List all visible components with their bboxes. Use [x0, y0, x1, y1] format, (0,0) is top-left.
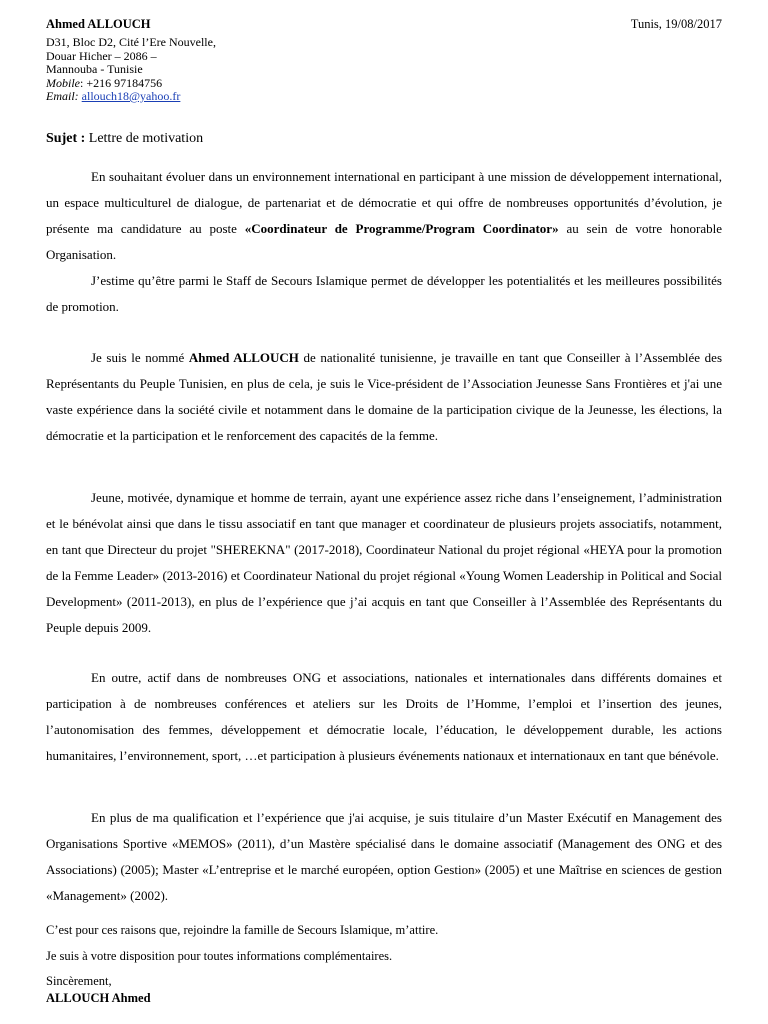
paragraph-text: En outre, actif dans de nombreuses ONG et associations, nationales et internationales dans différents domaines et participation à de nombreuses conférences et ateliers sur les Droits de l’Homme, l’emploi et l’insertion des jeunes, l’autonomisation des femmes, développement et démocratie locale, l’éducation, le développement durable, les actions humanitaires, l’environnement, sport, …et participation à plusieurs événements nationaux et internationaux en tant que bénévole. [46, 670, 722, 763]
paragraph-text: J’estime qu’être parmi le Staff de Secours Islamique permet de développer les potentialités et les meilleures possibilités de promotion. [46, 273, 722, 314]
paragraph-1 [46, 164, 722, 268]
subject-label: Sujet : [46, 131, 86, 146]
closing-line: Je suis à votre disposition pour toutes informations complémentaires. [46, 949, 393, 963]
mobile-label: Mobile [46, 75, 80, 90]
paragraph-4 [46, 485, 722, 641]
mobile-line [46, 77, 722, 91]
paragraph-bold: «Coordinateur de Programme/Program Coordinator» [244, 221, 559, 236]
letter-header [46, 17, 722, 104]
address-line: D31, Bloc D2, Cité l’Ere Nouvelle, [46, 35, 216, 49]
address-line: Mannouba - Tunisie [46, 62, 143, 76]
mobile-value: : +216 97184756 [80, 75, 163, 90]
subject-value: Lettre de motivation [88, 131, 204, 146]
paragraph-6 [46, 805, 722, 909]
closing-line: C’est pour ces raisons que, rejoindre la famille de Secours Islamique, m’attire. [46, 923, 439, 937]
paragraph-5 [46, 665, 722, 769]
paragraph-3 [46, 345, 722, 449]
address-line: Douar Hicher – 2086 – [46, 48, 157, 63]
email-line [46, 90, 722, 104]
email-link[interactable]: allouch18@yahoo.fr [81, 89, 181, 103]
signer-name: ALLOUCH Ahmed [46, 991, 151, 1005]
email-label: Email: [46, 89, 79, 103]
signature-block [46, 973, 151, 1007]
subject-line [46, 131, 203, 147]
closing-block [46, 917, 722, 969]
letter-date: Tunis, 19/08/2017 [630, 17, 722, 31]
sender-name: Ahmed ALLOUCH [46, 17, 151, 31]
paragraph-text: au sein de votre honorable Organisation. [46, 221, 722, 262]
paragraph-bold: Ahmed ALLOUCH [188, 350, 299, 365]
paragraph-text: de nationalité tunisienne, je travaille en tant que Conseiller à l’Assemblée des Représentants du Peuple Tunisien, en plus de cela, je suis le Vice-président de l’Association Jeunesse Sans Frontières et j'ai une vaste expérience dans la société civile et notamment dans le domaine de la participation civique de la Jeunesse, les élections, la démocratie et la participation et le renforcement des capacités de la femme. [46, 350, 723, 443]
paragraph-text: En plus de ma qualification et l’expérience que j'ai acquise, je suis titulaire d’un Master Exécutif en Management des Organisations Sportive «MEMOS» (2011), d’un Mastère spécialisé dans le domaine associatif (Management des ONG et des Associations) (2005); Master «L’entreprise et le marché européen, option Gestion» (2005) et une Maîtrise en sciences de gestion «Management» (2002). [46, 810, 722, 903]
paragraph-2 [46, 268, 722, 320]
paragraph-text: Jeune, motivée, dynamique et homme de terrain, ayant une expérience assez riche dans l’enseignement, l’administration et le bénévolat ainsi que dans le tissu associatif en tant que manager et coordinateur de plusieurs projets associatifs, notamment, en tant que Directeur du projet "SHEREKNA" (2017-2018), Coordinateur National du projet régional «HEYA pour la promotion de la Femme Leader» (2013-2016) et Coordinateur National du projet régional «Young Women Leadership in Political and Social Development» (2011-2013), en plus de l’expérience que j’ai acquis en tant que Conseiller à l’Assemblée des Représentants du Peuple depuis 2009. [46, 490, 722, 635]
paragraph-text: Je suis le nommé [91, 350, 189, 365]
salutation: Sincèrement, [46, 974, 112, 988]
paragraph-text: En souhaitant évoluer dans un environnement international en participant à une mission de développement international, un espace multiculturel de dialogue, de partenariat et de démocratie et qui offre de nombreuses opportunités d’évolution, je présente ma candidature au poste [46, 169, 722, 236]
